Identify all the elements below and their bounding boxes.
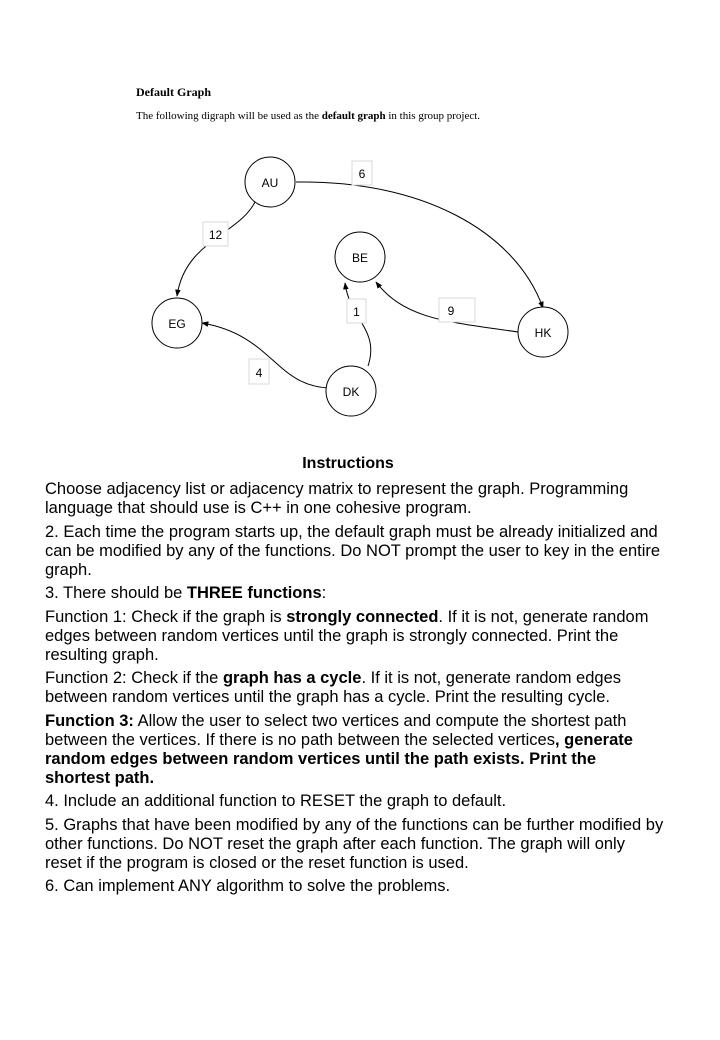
node-be [335,232,385,282]
item3-text: 3. There should be [45,584,187,602]
node-au-label: AU [261,176,279,190]
instruction-item-2: 2. Each time the program starts up, the default graph must be already initialized and can be modified by any of the functions. Do NOT prompt the user to key in the entire graph. [45,522,661,579]
default-graph-intro [136,110,480,122]
node-dk [326,366,376,416]
item3-bold: THREE functions [186,584,322,602]
instruction-item-3 [45,584,665,603]
weight-dk-eg: 4 [255,366,263,380]
default-graph-title: Default Graph [136,85,211,99]
edge-au-eg [177,200,256,296]
instruction-item-5: 5. Graphs that have been modified by any of the functions can be further modified by other functions. Do NOT reset the graph after each function. The graph will only reset if the program is closed or the reset function is used. [45,815,664,872]
node-dk-label: DK [342,385,360,399]
function-2-description [45,669,665,707]
instructions-heading: Instructions [302,455,394,472]
weight-label-au-hk [352,161,372,185]
edge-dk-be [345,283,371,366]
intro-text-bold: default graph [321,110,386,122]
weight-label-au-eg [203,222,228,246]
weight-label-hk-be [439,298,475,322]
weight-au-eg: 12 [208,228,223,242]
instruction-item-4: 4. Include an additional function to RESET the graph to default. [45,792,507,810]
intro-text-start: The following digraph will be used as the [136,110,322,122]
instruction-item-6: 6. Can implement ANY algorithm to solve the problems. [45,877,451,895]
node-eg-label: EG [168,317,186,331]
digraph-diagram [140,150,580,420]
function-1-description [45,608,665,665]
node-au [245,157,295,207]
function-2-text-start: Function 2: Check if the [45,669,223,687]
function-1-text-start: Function 1: Check if the graph is [45,607,287,626]
function-3-label: Function 3: [45,711,134,730]
weight-dk-be: 1 [353,305,360,319]
intro-text-end: in this group project. [385,110,481,122]
weight-label-dk-be [347,299,366,323]
function-1-bold: strongly connected [286,607,439,626]
node-eg [152,298,202,348]
edge-au-hk [296,182,543,308]
function-2-bold: graph has a cycle [222,669,362,687]
item3-suffix: : [321,584,327,602]
node-hk-label: HK [534,326,552,340]
weight-au-hk: 6 [358,167,366,181]
node-hk [518,307,568,357]
weight-hk-be: 9 [447,304,455,318]
instructions-body [45,480,665,901]
instruction-item-1: Choose adjacency list or adjacency matrix to represent the graph. Programming language that should use is C++ in one cohesive program. [45,480,629,517]
function-3-description [45,712,665,788]
function-3-text: Allow the user to select two vertices and compute the shortest path between the vertices. If there is no path between the selected vertices [45,711,627,749]
weight-label-dk-eg [249,359,269,384]
function-2-text-end: . If it is not, generate random edges between random vertices until the graph has a cycle. Print the resulting cycle. [45,669,622,706]
function-1-text-end: . If it is not, generate random edges between random vertices until the graph is strongly connected. Print the resulting graph. [45,607,649,664]
node-be-label: BE [351,251,369,265]
function-3-bold: , generate random edges between random vertices until the path exists. Print the shortest path. [45,730,633,787]
